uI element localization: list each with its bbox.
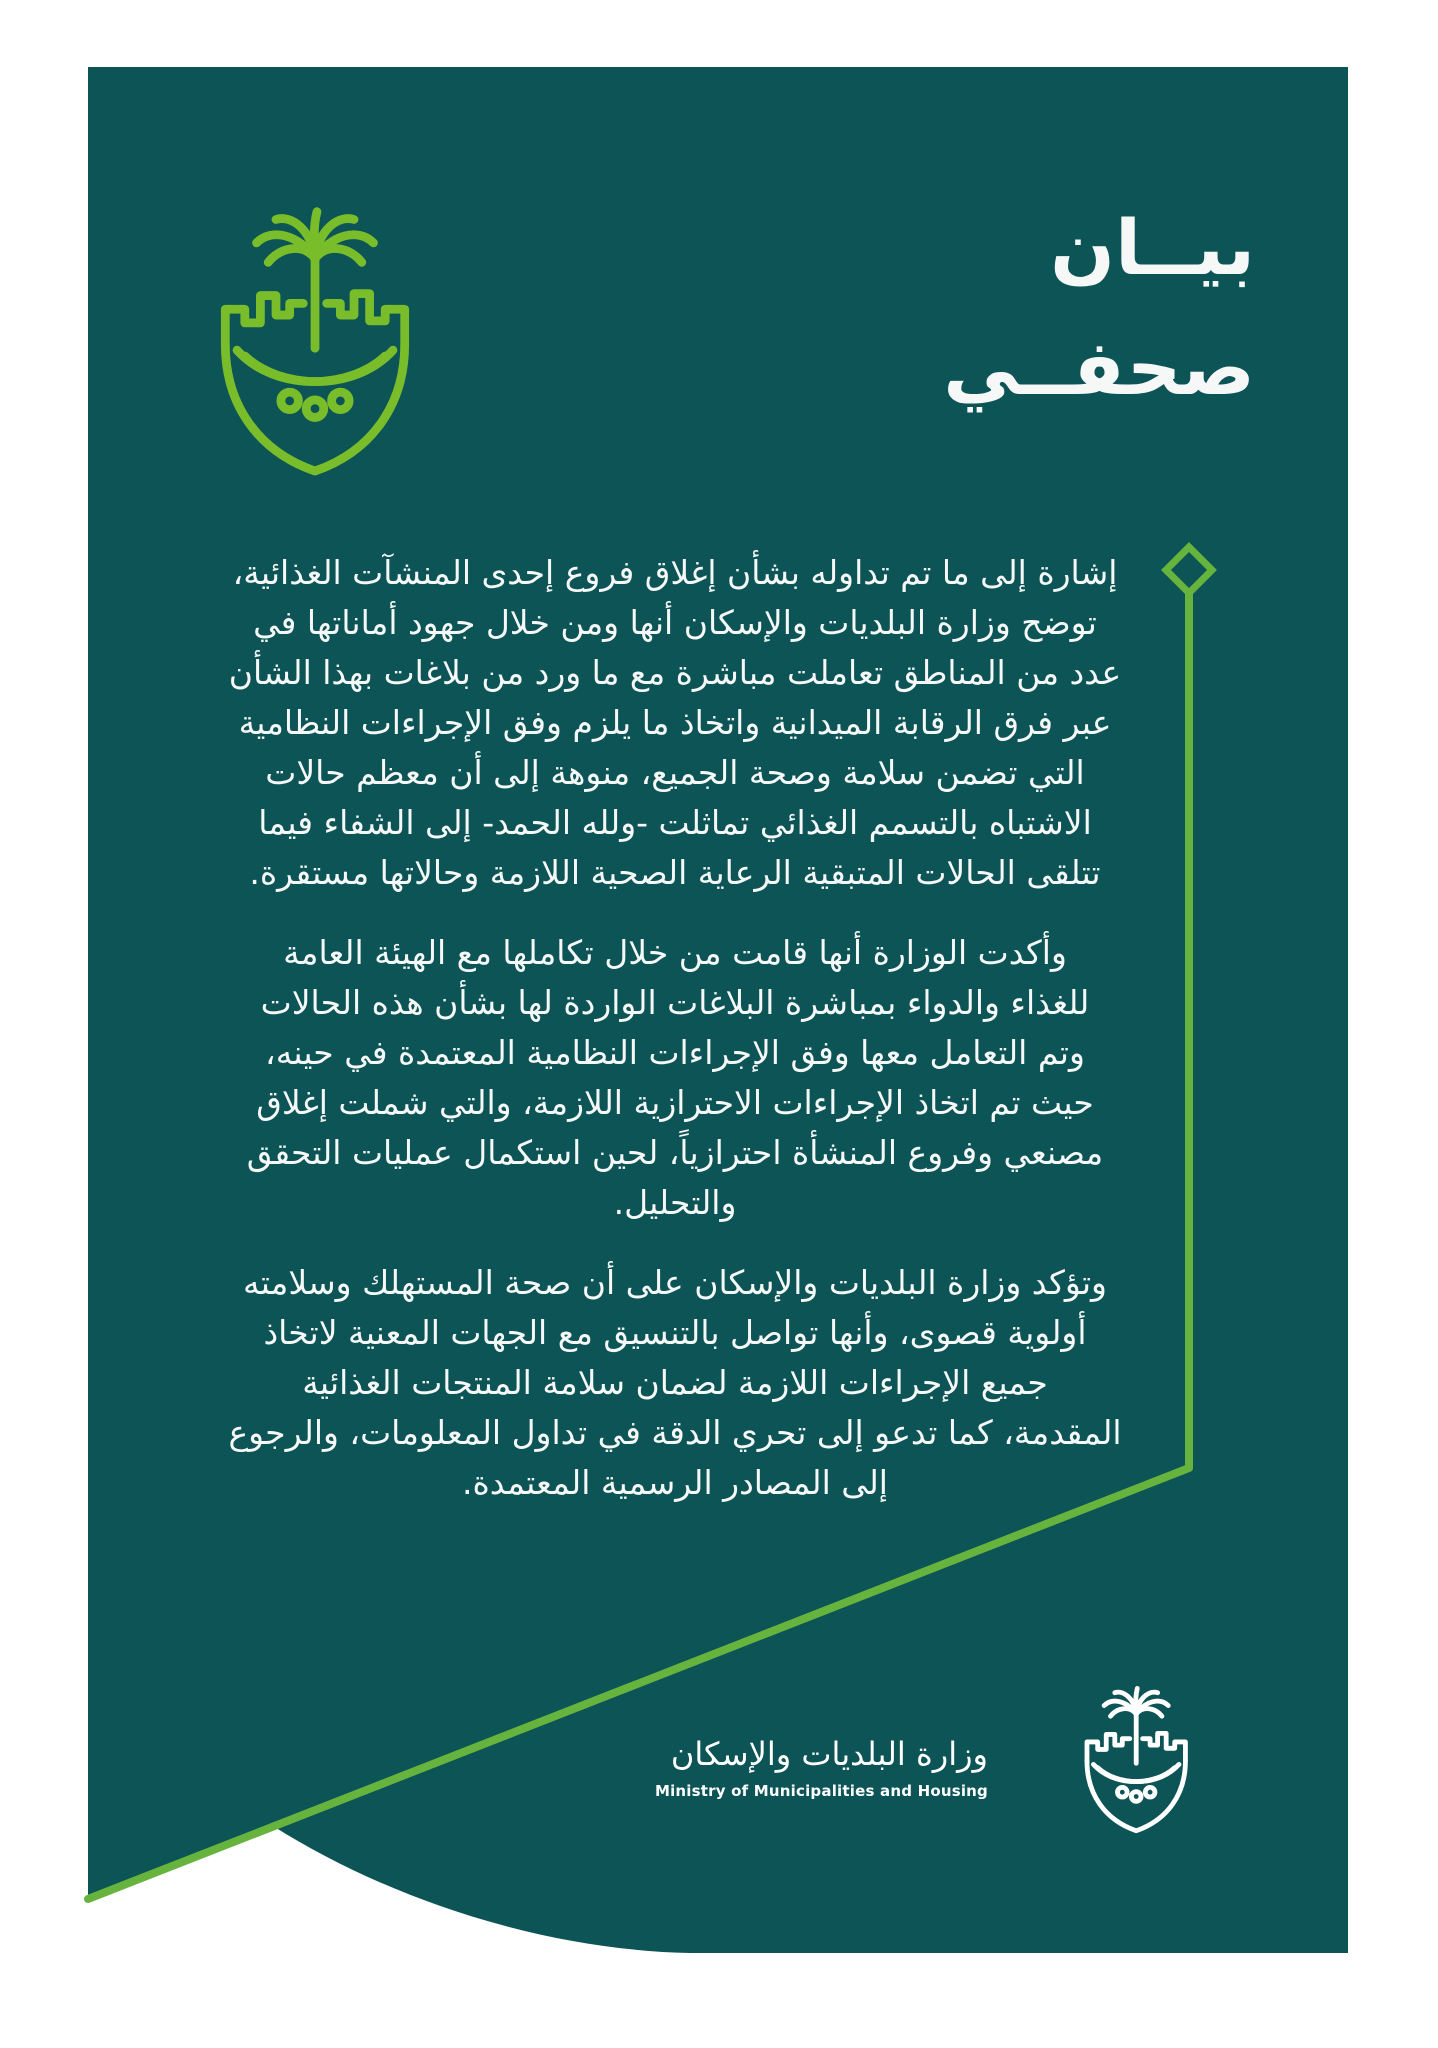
text-line: وتؤكد وزارة البلديات والإسكان على أن صحة المستهلك وسلامته — [243, 1263, 1107, 1302]
text-line: أولوية قصوى، وأنها تواصل بالتنسيق مع الجهات المعنية لاتخاذ — [263, 1313, 1087, 1352]
text-line: إشارة إلى ما تم تداوله بشأن إغلاق فروع إحدى المنشآت الغذائية، — [232, 553, 1118, 592]
text-line: حيث تم اتخاذ الإجراءات الاحترازية اللازمة، والتي شملت إغلاق — [256, 1083, 1094, 1122]
title-line-2: صحفــي — [943, 323, 1255, 412]
text-line: توضح وزارة البلديات والإسكان أنها ومن خلال جهود أماناتها في — [253, 603, 1097, 642]
text-line: عبر فرق الرقابة الميدانية واتخاذ ما يلزم وفق الإجراءات النظامية — [238, 703, 1112, 742]
text-line: الاشتباه بالتسمم الغذائي تماثلت -ولله الحمد- إلى الشفاء فيما — [258, 803, 1092, 842]
text-line: مصنعي وفروع المنشأة احترازياً، لحين استكمال عمليات التحقق — [246, 1133, 1104, 1172]
text-line: والتحليل. — [613, 1183, 737, 1222]
footer-identity — [655, 1736, 988, 1800]
paragraph-2 — [190, 928, 1160, 1228]
text-line: تتلقى الحالات المتبقية الرعاية الصحية اللازمة وحالاتها مستقرة. — [249, 853, 1101, 892]
text-line: وتم التعامل معها وفق الإجراءات النظامية المعتمدة في حينه، — [265, 1033, 1085, 1072]
ministry-name-english: Ministry of Municipalities and Housing — [654, 1782, 988, 1800]
paragraph-3 — [190, 1258, 1160, 1508]
statement-body — [190, 548, 1160, 1538]
text-line: إلى المصادر الرسمية المعتمدة. — [462, 1463, 888, 1502]
text-line: جميع الإجراءات اللازمة لضمان سلامة المنتجات الغذائية — [302, 1363, 1048, 1402]
text-line: للغذاء والدواء بمباشرة البلاغات الواردة لها بشأن هذه الحالات — [260, 983, 1090, 1022]
paragraph-1 — [190, 548, 1160, 898]
ministry-name-arabic: وزارة البلديات والإسكان — [670, 1735, 988, 1773]
text-line: التي تضمن سلامة وصحة الجميع، منوهة إلى أن معظم حالات — [265, 753, 1085, 792]
title-line-1: بيــان — [1050, 203, 1255, 292]
text-line: وأكدت الوزارة أنها قامت من خلال تكاملها مع الهيئة العامة — [283, 933, 1067, 972]
text-line: المقدمة، كما تدعو إلى تحري الدقة في تداول المعلومات، والرجوع — [228, 1413, 1122, 1452]
page-title — [943, 188, 1255, 428]
text-line: عدد من المناطق تعاملت مباشرة مع ما ورد من بلاغات بهذا الشأن — [228, 653, 1122, 692]
